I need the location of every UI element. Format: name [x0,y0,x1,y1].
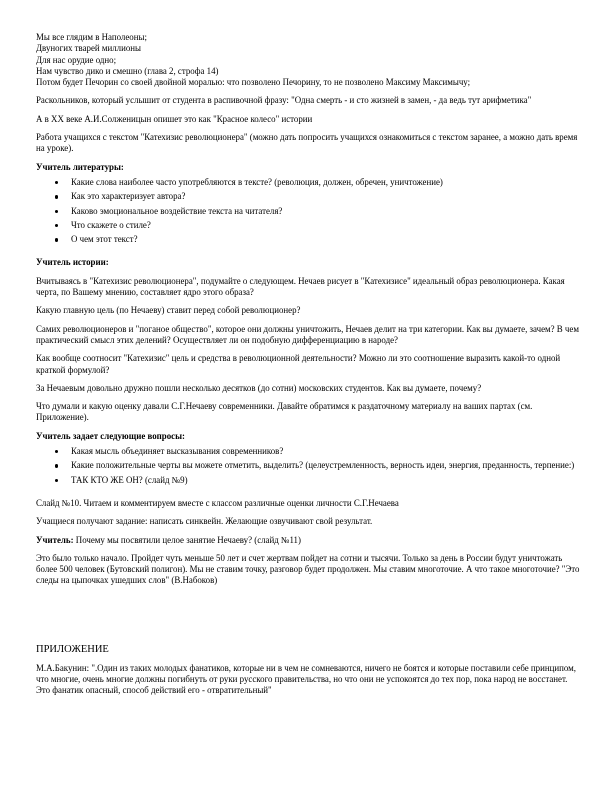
teacher-label: Учитель: [36,534,74,545]
list-item: Каково эмоциональное воздействие текста на читателя? [36,206,580,217]
paragraph-bakunin: М.А.Бакунин: ".Один из таких молодых фанатиков, которые ни в чем не сомневаются, ничего не боятся и которые поставили себе принципом, что многие, очень многие должны погибнуть от руки русского правительства, но что они не успокоятся до тех пор, пока народ не восстанет. Это фанатик опасный, способ действий его - отвратительный" [36,662,576,696]
list-item: Какие положительные черты вы можете отметить, выделить? (целеустремленность, верность идеи, энергия, преданность, терпение:) [36,460,580,471]
poem-line: Двуногих тварей миллионы [36,43,141,54]
poem-quote [36,32,580,77]
teacher-question-text: Почему мы посвятили целое занятие Нечаеву? (слайд №11) [73,534,301,545]
literature-questions-list [36,177,580,245]
paragraph-history: Что думали и какую оценку давали С.Г.Нечаеву современники. Давайте обратимся к раздаточному материалу на ваших партах (см. Приложение). [36,401,533,423]
list-item: О чем этот текст? [36,234,580,245]
paragraph-history: Самих революционеров и "поганое общество", которое они должны уничтожить, Нечаев делит на три категории. Как вы думаете, зачем? В чем практический смысл этих делений? Осуществляет ли он подобную дифференциацию в народе? [36,323,579,345]
paragraph-slide10: Слайд №10. Читаем и комментируем вместе с классом различные оценки личности С.Г.Нечаева [36,497,399,508]
poem-line: Мы все глядим в Наполеоны; [36,32,147,42]
poem-line: Нам чувство дико и смешно (глава 2, строфа 14) [36,65,219,76]
paragraph-solzhenitsyn: А в ХХ веке А.И.Солженицын опишет это как "Красное колесо" истории [36,113,313,124]
list-item: Как это характеризует автора? [36,191,580,202]
paragraph-raskolnikov: Раскольников, который услышит от студента в распивочной фразу: "Одна смерть - и сто жизней в замен, - да ведь тут арифметика" [36,95,532,106]
paragraph-task: Учащиеся получают задание: написать синквейн. Желающие озвучивают свой результат. [36,516,373,527]
list-item: Какая мысль объединяет высказывания современников? [36,446,580,457]
heading-teacher-asks: Учитель задает следующие вопросы: [36,430,185,441]
heading-literature-teacher: Учитель литературы: [36,161,124,172]
poem-line: Для нас орудие одно; [36,54,117,65]
paragraph-final: Это было только начало. Пройдет чуть меньше 50 лет и счет жертвам пойдет на сотни и тысячи. Только за день в России будут уничтожать более 500 человек (Бутовский полигон). Мы не ставим точку, разговор будет продолжен. Мы ставим многоточие. А что такое многоточие? "Это следы на цыпочках ушедших слов" (В.Набоков) [36,552,580,586]
paragraph-pechorin: Потом будет Печорин со своей двойной моралью: что позволено Печорину, то не позволено Максиму Максимычу; [36,77,471,88]
paragraph-teacher-question [36,535,580,546]
list-item: Какие слова наиболее часто употребляются в тексте? (революция, должен, обречен, уничтожение) [36,177,580,188]
paragraph-history: За Нечаевым довольно дружно пошли несколько десятков (до сотни) московских студентов. Как вы думаете, почему? [36,382,482,393]
paragraph-history: Как вообще соотносит "Катехизис" цель и средства в революционной деятельности? Можно ли это соотношение выразить какой-то одной краткой формулой? [36,353,561,375]
paragraph-history: Какую главную цель (по Нечаеву) ставит перед собой революционер? [36,305,301,316]
appendix-title: ПРИЛОЖЕНИЕ [36,643,109,655]
paragraph-history: Вчитываясь в "Катехизис революционера", подумайте о следующем. Нечаев рисует в "Катехизисе" идеальный образ революционера. Какая черта, по Вашему мнению, составляет ядро этого образа? [36,275,565,298]
list-item: Что скажете о стиле? [36,220,580,231]
heading-history-teacher: Учитель истории: [36,257,109,268]
teacher-questions-list [36,446,580,486]
list-item: ТАК КТО ЖЕ ОН? (слайд №9) [36,475,580,486]
document-body [36,32,580,697]
paragraph-work: Работа учащихся с текстом "Катехизис революционера" (можно дать попросить учащихся ознакомиться с текстом заранее, а можно дать время на уроке). [36,132,578,154]
